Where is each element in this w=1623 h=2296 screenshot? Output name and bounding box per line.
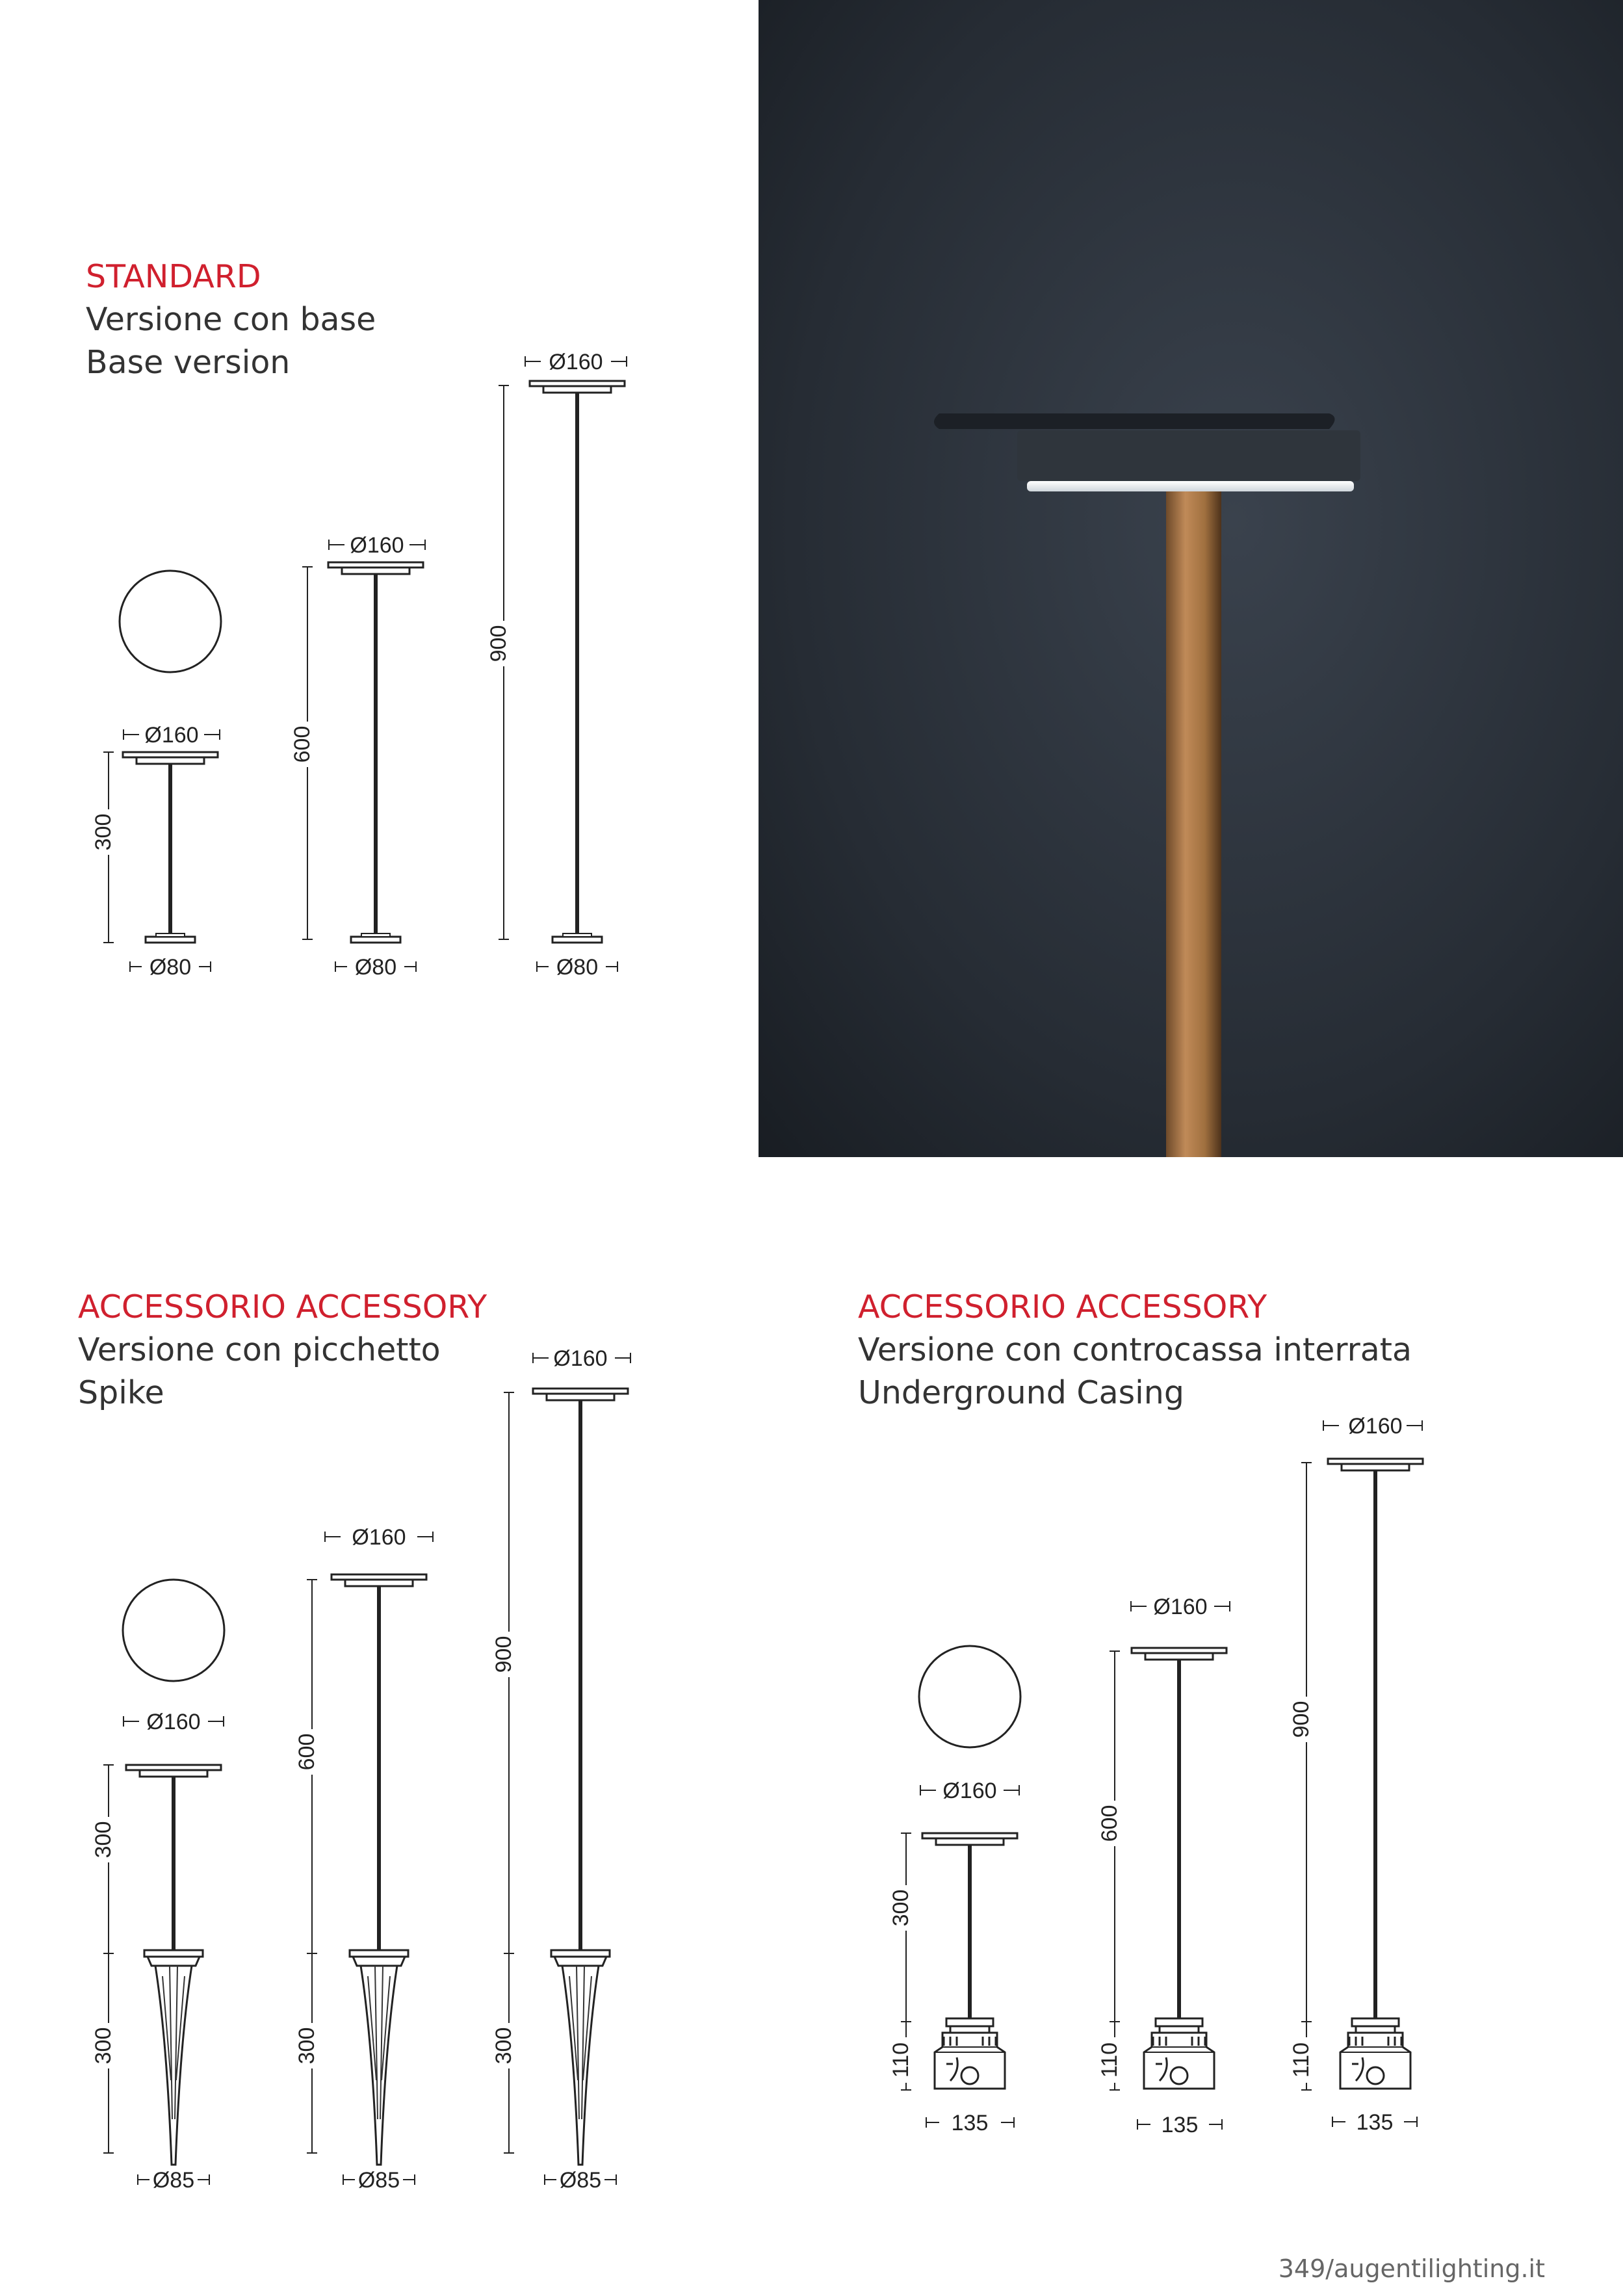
spike-lamp-300 (91, 1710, 224, 2193)
dim-head-diameter: Ø160 (146, 1710, 201, 1734)
section-subtitle-it: Versione con base (86, 301, 376, 338)
dim-height: 300 (889, 1889, 913, 1927)
dim-base-diameter: Ø80 (556, 955, 599, 980)
dim-base-diameter: Ø80 (354, 955, 397, 980)
dim-head-diameter: Ø160 (549, 350, 603, 374)
section-title: ACCESSORIO ACCESSORY (858, 1288, 1267, 1325)
standard-lamp-600 (290, 533, 425, 980)
dim-head-diameter: Ø160 (1348, 1414, 1403, 1439)
dim-head-diameter: Ø160 (1153, 1595, 1208, 1619)
page-footer: 349/augentilighting.it (1278, 2254, 1545, 2283)
casing-lamp-600 (1097, 1595, 1230, 2137)
dim-height: 300 (91, 813, 116, 851)
casing-lamp-900 (1289, 1414, 1423, 2135)
dim-height: 900 (491, 1636, 516, 1673)
dim-height: 600 (294, 1733, 319, 1771)
dim-casing-width: 135 (1161, 2113, 1199, 2137)
dim-spike-diameter: Ø85 (357, 2168, 400, 2193)
dim-height: 900 (486, 625, 511, 662)
dim-height: 600 (290, 725, 315, 763)
dim-spike-length: 300 (91, 2027, 116, 2065)
dim-casing-width: 135 (951, 2111, 989, 2135)
spike-top-view (123, 1580, 224, 1681)
spike-lamp-900 (491, 1346, 630, 2193)
dim-spike-length: 300 (491, 2027, 516, 2065)
dim-head-diameter: Ø160 (144, 723, 199, 748)
casing-top-view (919, 1646, 1020, 1747)
standard-lamp-300 (91, 723, 220, 980)
section-subtitle-en: Base version (86, 344, 291, 381)
dim-head-diameter: Ø160 (942, 1779, 997, 1803)
dim-spike-length: 300 (294, 2027, 319, 2065)
dim-height: 900 (1289, 1701, 1314, 1738)
dim-height: 300 (91, 1821, 116, 1859)
dim-spike-diameter: Ø85 (152, 2168, 195, 2193)
dim-head-diameter: Ø160 (352, 1525, 406, 1550)
dim-casing-depth: 110 (889, 2042, 913, 2078)
dim-casing-depth: 110 (1097, 2042, 1122, 2078)
dim-head-diameter: Ø160 (553, 1346, 608, 1371)
standard-lamp-900 (486, 350, 627, 980)
dim-head-diameter: Ø160 (350, 533, 404, 558)
dim-casing-depth: 110 (1289, 2042, 1314, 2078)
dim-base-diameter: Ø80 (149, 955, 192, 980)
dim-spike-diameter: Ø85 (559, 2168, 602, 2193)
standard-top-view (120, 571, 221, 672)
section-subtitle-it: Versione con controcassa interrata (858, 1331, 1412, 1368)
section-title: STANDARD (86, 258, 261, 295)
casing-lamp-300 (889, 1779, 1019, 2135)
dim-height: 600 (1097, 1805, 1122, 1842)
section-subtitle-en: Spike (78, 1374, 164, 1411)
dim-casing-width: 135 (1356, 2110, 1394, 2135)
section-subtitle-en: Underground Casing (858, 1374, 1184, 1411)
spike-lamp-600 (294, 1525, 433, 2193)
section-title: ACCESSORIO ACCESSORY (78, 1288, 487, 1325)
section-subtitle-it: Versione con picchetto (78, 1331, 441, 1368)
